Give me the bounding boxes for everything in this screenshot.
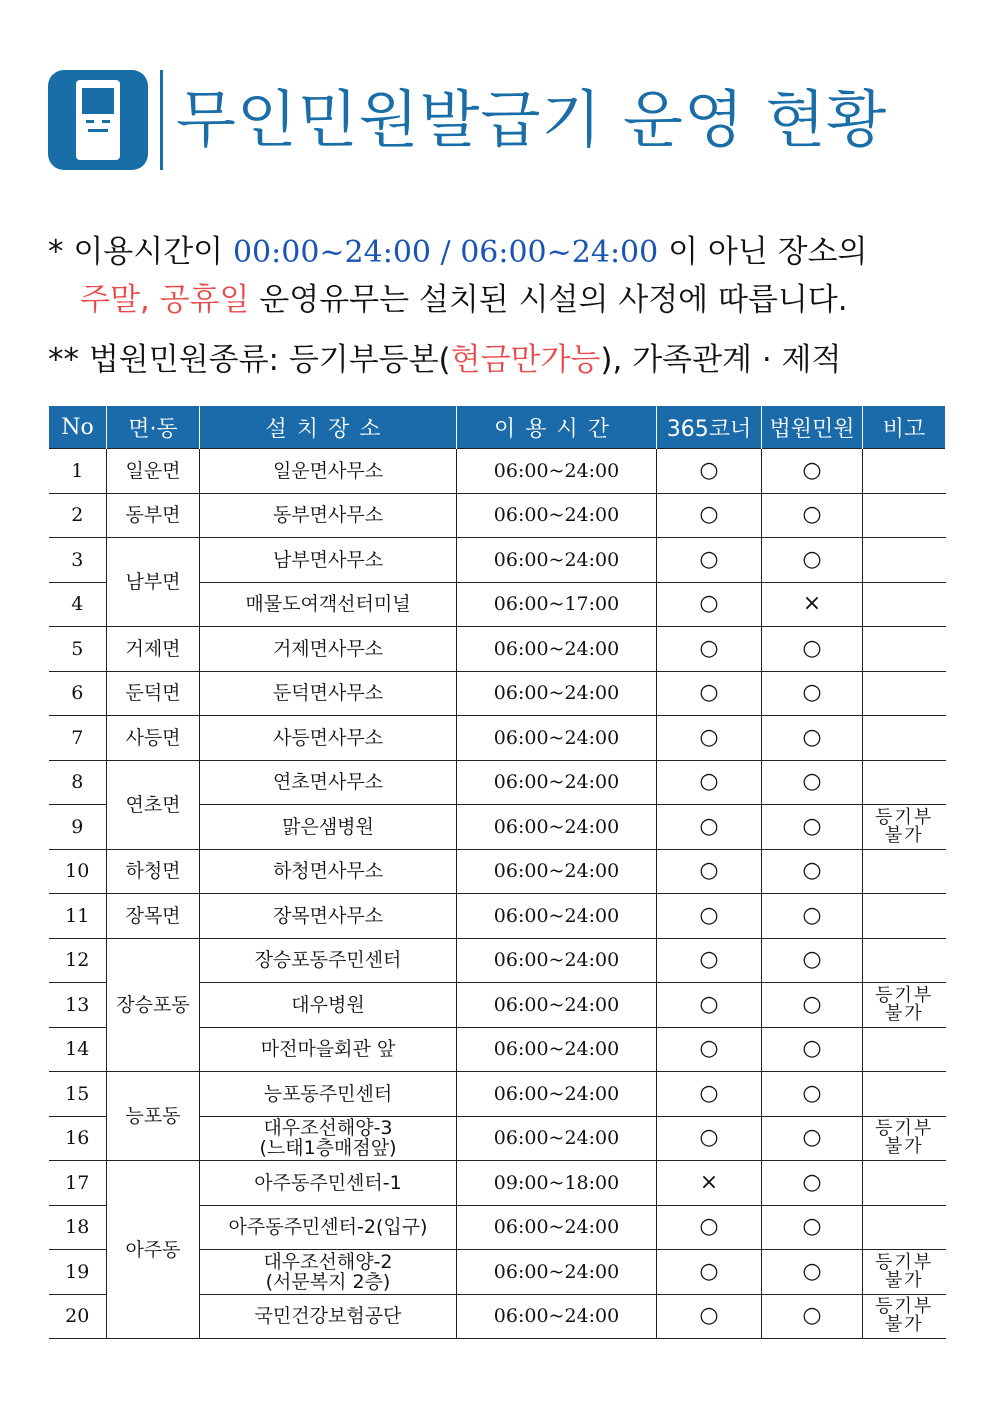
location-name: 국민건강보험공단 xyxy=(254,1305,402,1328)
location-name: 대우병원 xyxy=(291,993,365,1016)
court-cell: ○ xyxy=(762,449,863,494)
col-header-no: No xyxy=(49,406,107,449)
court-cell: ○ xyxy=(762,894,863,939)
remarks-cell xyxy=(863,671,946,716)
location-detail: (서문복지 2층) xyxy=(265,1270,391,1293)
col-header-district: 면·동 xyxy=(107,406,200,449)
corner365-cell: ○ xyxy=(657,1294,762,1339)
table-row xyxy=(49,760,946,805)
row-number: 14 xyxy=(49,1027,107,1072)
location-cell xyxy=(200,449,457,494)
remarks-cell xyxy=(863,1294,946,1339)
court-cell: ○ xyxy=(762,1072,863,1117)
hours-cell: 06:00~24:00 xyxy=(457,493,657,538)
location-cell xyxy=(200,538,457,583)
col-header-court: 법원민원 xyxy=(762,406,863,449)
corner365-cell: ○ xyxy=(657,538,762,583)
location-cell xyxy=(200,760,457,805)
location-cell xyxy=(200,1205,457,1250)
remarks-line: 등기부 xyxy=(875,1296,934,1318)
col-header-365-corner: 365코너 xyxy=(657,406,762,449)
location-name: 아주동주민센터-2(입구) xyxy=(228,1216,428,1239)
location-name: 능포동주민센터 xyxy=(263,1082,393,1105)
note-weekend-highlight: 주말, 공휴일 xyxy=(80,282,250,318)
hours-cell: 06:00~24:00 xyxy=(457,1072,657,1117)
district-cell: 하청면 xyxy=(107,849,200,894)
hours-cell: 06:00~24:00 xyxy=(457,671,657,716)
note-text: * 이용시간이 xyxy=(48,234,233,270)
row-number: 20 xyxy=(49,1294,107,1339)
hours-cell: 06:00~24:00 xyxy=(457,1116,657,1161)
district-cell: 거제면 xyxy=(107,627,200,672)
remarks-cell xyxy=(863,493,946,538)
court-cell: × xyxy=(762,582,863,627)
col-header-hours: 이용시간 xyxy=(457,406,657,449)
note-cash-only: 현금만가능 xyxy=(450,342,601,378)
row-number: 3 xyxy=(49,538,107,583)
hours-cell: 06:00~24:00 xyxy=(457,627,657,672)
kiosk-status-table xyxy=(48,406,946,1339)
col-header-remarks: 비고 xyxy=(863,406,946,449)
court-cell: ○ xyxy=(762,983,863,1028)
remarks-cell xyxy=(863,1250,946,1295)
location-name: 마전마을회관 앞 xyxy=(260,1038,396,1061)
remarks-line: 등기부 xyxy=(875,806,934,828)
row-number: 17 xyxy=(49,1161,107,1206)
court-cell: ○ xyxy=(762,1205,863,1250)
note-hours xyxy=(48,228,948,276)
corner365-cell: × xyxy=(657,1161,762,1206)
district-cell: 연초면 xyxy=(107,760,200,849)
hours-cell: 06:00~24:00 xyxy=(457,1294,657,1339)
district-cell: 아주동 xyxy=(107,1161,200,1339)
location-cell xyxy=(200,983,457,1028)
row-number: 19 xyxy=(49,1250,107,1295)
location-name: 둔덕면사무소 xyxy=(272,682,384,705)
location-cell xyxy=(200,894,457,939)
table-row xyxy=(49,1072,946,1117)
corner365-cell: ○ xyxy=(657,671,762,716)
corner365-cell: ○ xyxy=(657,1250,762,1295)
remarks-cell xyxy=(863,1205,946,1250)
remarks-cell xyxy=(863,1072,946,1117)
court-cell: ○ xyxy=(762,1161,863,1206)
district-cell: 능포동 xyxy=(107,1072,200,1161)
location-cell xyxy=(200,493,457,538)
table-row xyxy=(49,894,946,939)
table-row xyxy=(49,716,946,761)
note-time-24h: 00:00~24:00 xyxy=(232,235,431,270)
kiosk-icon xyxy=(48,70,148,170)
location-detail: (느태1층매점앞) xyxy=(259,1137,397,1160)
row-number: 16 xyxy=(49,1116,107,1161)
location-cell xyxy=(200,1116,457,1161)
row-number: 1 xyxy=(49,449,107,494)
location-cell xyxy=(200,582,457,627)
location-name: 사등면사무소 xyxy=(272,726,384,749)
remarks-line: 불가 xyxy=(884,824,924,846)
hours-cell: 06:00~24:00 xyxy=(457,760,657,805)
location-name: 장승포동주민센터 xyxy=(254,949,402,972)
remarks-cell xyxy=(863,582,946,627)
remarks-line: 등기부 xyxy=(875,984,934,1006)
corner365-cell: ○ xyxy=(657,582,762,627)
remarks-cell xyxy=(863,894,946,939)
corner365-cell: ○ xyxy=(657,894,762,939)
location-cell xyxy=(200,716,457,761)
note-time-6to24: 06:00~24:00 xyxy=(460,235,659,270)
remarks-cell xyxy=(863,716,946,761)
hours-cell: 09:00~18:00 xyxy=(457,1161,657,1206)
hours-cell: 06:00~24:00 xyxy=(457,938,657,983)
hours-cell: 06:00~24:00 xyxy=(457,1205,657,1250)
location-cell xyxy=(200,1161,457,1206)
hours-cell: 06:00~24:00 xyxy=(457,538,657,583)
remarks-line: 불가 xyxy=(884,1269,924,1291)
remarks-line: 불가 xyxy=(884,1136,924,1158)
location-name: 대우조선해양-2 xyxy=(263,1250,393,1273)
location-cell xyxy=(200,1294,457,1339)
corner365-cell: ○ xyxy=(657,1072,762,1117)
court-cell: ○ xyxy=(762,493,863,538)
hours-cell: 06:00~24:00 xyxy=(457,449,657,494)
district-cell: 남부면 xyxy=(107,538,200,627)
remarks-cell xyxy=(863,1116,946,1161)
district-cell: 장목면 xyxy=(107,894,200,939)
remarks-cell xyxy=(863,627,946,672)
hours-cell: 06:00~24:00 xyxy=(457,1250,657,1295)
hours-cell: 06:00~24:00 xyxy=(457,983,657,1028)
remarks-cell xyxy=(863,849,946,894)
row-number: 5 xyxy=(49,627,107,672)
corner365-cell: ○ xyxy=(657,716,762,761)
table-row xyxy=(49,493,946,538)
location-name: 남부면사무소 xyxy=(272,548,384,571)
page-header xyxy=(48,70,948,170)
table-row xyxy=(49,627,946,672)
district-cell: 장승포동 xyxy=(107,938,200,1072)
court-cell: ○ xyxy=(762,1027,863,1072)
row-number: 6 xyxy=(49,671,107,716)
corner365-cell: ○ xyxy=(657,760,762,805)
note-weekend xyxy=(48,276,948,324)
remarks-cell xyxy=(863,760,946,805)
location-name: 매물도여객선터미널 xyxy=(245,593,411,616)
corner365-cell: ○ xyxy=(657,1116,762,1161)
location-cell xyxy=(200,1027,457,1072)
hours-cell: 06:00~24:00 xyxy=(457,894,657,939)
district-cell: 둔덕면 xyxy=(107,671,200,716)
remarks-line: 등기부 xyxy=(875,1251,934,1273)
table-row xyxy=(49,671,946,716)
row-number: 4 xyxy=(49,582,107,627)
location-name: 일운면사무소 xyxy=(272,459,384,482)
remarks-cell xyxy=(863,938,946,983)
remarks-cell xyxy=(863,983,946,1028)
location-name: 맑은샘병원 xyxy=(282,815,374,838)
table-header-row xyxy=(49,406,946,449)
location-name: 아주동주민센터-1 xyxy=(254,1171,402,1194)
location-name: 하청면사무소 xyxy=(272,860,384,883)
court-cell: ○ xyxy=(762,671,863,716)
row-number: 7 xyxy=(49,716,107,761)
location-name: 장목면사무소 xyxy=(272,904,384,927)
court-cell: ○ xyxy=(762,849,863,894)
court-cell: ○ xyxy=(762,716,863,761)
corner365-cell: ○ xyxy=(657,627,762,672)
remarks-cell xyxy=(863,1027,946,1072)
header-divider xyxy=(160,70,163,170)
location-cell xyxy=(200,627,457,672)
location-name: 연초면사무소 xyxy=(272,771,384,794)
hours-cell: 06:00~24:00 xyxy=(457,805,657,850)
note-text: 이 아닌 장소의 xyxy=(658,234,868,270)
row-number: 2 xyxy=(49,493,107,538)
court-cell: ○ xyxy=(762,760,863,805)
court-cell: ○ xyxy=(762,627,863,672)
table-row xyxy=(49,449,946,494)
row-number: 18 xyxy=(49,1205,107,1250)
row-number: 9 xyxy=(49,805,107,850)
row-number: 8 xyxy=(49,760,107,805)
corner365-cell: ○ xyxy=(657,449,762,494)
remarks-line: 등기부 xyxy=(875,1118,934,1140)
location-cell xyxy=(200,849,457,894)
location-name: 동부면사무소 xyxy=(272,504,384,527)
court-cell: ○ xyxy=(762,805,863,850)
location-cell xyxy=(200,938,457,983)
court-cell: ○ xyxy=(762,938,863,983)
court-cell: ○ xyxy=(762,1294,863,1339)
table-row xyxy=(49,849,946,894)
corner365-cell: ○ xyxy=(657,1027,762,1072)
row-number: 11 xyxy=(49,894,107,939)
location-cell xyxy=(200,1250,457,1295)
usage-notes xyxy=(48,228,948,384)
note-court xyxy=(48,336,948,384)
note-text: ), 가족관계 · 제적 xyxy=(600,342,842,378)
col-header-location: 설치장소 xyxy=(200,406,457,449)
table-row xyxy=(49,538,946,583)
district-cell: 동부면 xyxy=(107,493,200,538)
row-number: 15 xyxy=(49,1072,107,1117)
hours-cell: 06:00~17:00 xyxy=(457,582,657,627)
corner365-cell: ○ xyxy=(657,983,762,1028)
corner365-cell: ○ xyxy=(657,1205,762,1250)
remarks-cell xyxy=(863,1161,946,1206)
location-cell xyxy=(200,805,457,850)
court-cell: ○ xyxy=(762,1250,863,1295)
location-name: 대우조선해양-3 xyxy=(263,1117,393,1140)
corner365-cell: ○ xyxy=(657,849,762,894)
remarks-cell xyxy=(863,538,946,583)
location-name: 거제면사무소 xyxy=(272,637,384,660)
table-row xyxy=(49,938,946,983)
court-cell: ○ xyxy=(762,538,863,583)
remarks-cell xyxy=(863,805,946,850)
row-number: 10 xyxy=(49,849,107,894)
remarks-line: 불가 xyxy=(884,1002,924,1024)
hours-cell: 06:00~24:00 xyxy=(457,716,657,761)
table-row xyxy=(49,1161,946,1206)
location-cell xyxy=(200,671,457,716)
corner365-cell: ○ xyxy=(657,805,762,850)
hours-cell: 06:00~24:00 xyxy=(457,1027,657,1072)
note-text: ** 법원민원종류: 등기부등본( xyxy=(48,342,451,378)
note-text: 운영유무는 설치된 시설의 사정에 따릅니다. xyxy=(249,282,848,318)
district-cell: 사등면 xyxy=(107,716,200,761)
location-cell xyxy=(200,1072,457,1117)
page-title: 무인민원발급기 운영 현황 xyxy=(176,83,888,156)
row-number: 12 xyxy=(49,938,107,983)
hours-cell: 06:00~24:00 xyxy=(457,849,657,894)
row-number: 13 xyxy=(49,983,107,1028)
note-separator: / xyxy=(431,235,461,270)
corner365-cell: ○ xyxy=(657,493,762,538)
remarks-line: 불가 xyxy=(884,1314,924,1336)
court-cell: ○ xyxy=(762,1116,863,1161)
remarks-cell xyxy=(863,449,946,494)
district-cell: 일운면 xyxy=(107,449,200,494)
corner365-cell: ○ xyxy=(657,938,762,983)
